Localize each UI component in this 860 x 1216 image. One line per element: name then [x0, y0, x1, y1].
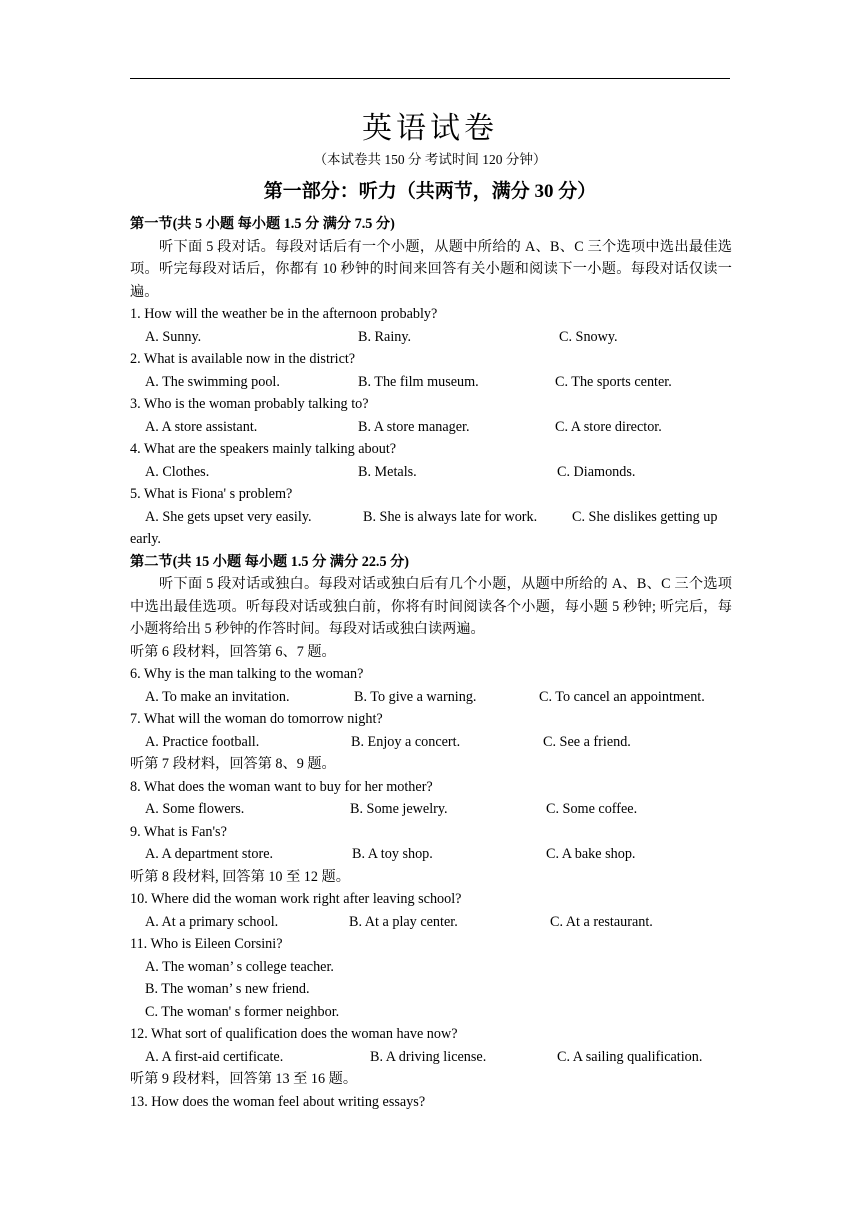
- material-8-note: 听第 8 段材料, 回答第 10 至 12 题。: [130, 868, 350, 885]
- option-a: A. The swimming pool.: [145, 373, 280, 390]
- section1-heading: 第一节(共 5 小题 每小题 1.5 分 满分 7.5 分): [130, 216, 395, 232]
- question-4: 4. What are the speakers mainly talking about?: [130, 441, 397, 457]
- options-4: [130, 461, 732, 484]
- options-7: [130, 731, 732, 754]
- question-11: 11. Who is Eileen Corsini?: [130, 936, 283, 952]
- question-8: 8. What does the woman want to buy for her mother?: [130, 778, 433, 795]
- option-b: B. The film museum.: [358, 373, 479, 390]
- question-7: 7. What will the woman do tomorrow night?: [130, 711, 383, 727]
- material-7-note: 听第 7 段材料，回答第 8、9 题。: [130, 756, 336, 772]
- option-a: A. The woman’ s college teacher.: [145, 958, 334, 975]
- option-a: A. She gets upset very easily.: [145, 508, 312, 525]
- option-b: B. Metals.: [358, 463, 417, 480]
- option-b: B. At a play center.: [349, 913, 458, 930]
- options-6: [130, 686, 732, 709]
- section1-instructions: 听下面 5 段对话。每段对话后有一个小题，从题中所给的 A、B、C 三个选项中选出最佳选项。听完每段对话后，你都有 10 秒钟的时间来回答有关小题和阅读下一小题。每段对话仅读一遍。: [130, 238, 732, 300]
- option-a: A. To make an invitation.: [145, 688, 290, 705]
- options-1: [130, 326, 732, 349]
- option-a: A. At a primary school.: [145, 913, 279, 930]
- option-c: C. The sports center.: [555, 373, 672, 390]
- section2-instructions: 听下面 5 段对话或独白。每段对话或独白后有几个小题，从题中所给的 A、B、C 三个选项中选出最佳选项。听每段对话或独白前，你将有时间阅读各个小题，每小题 5 秒钟; 听完后，每小题将给出 5 秒钟的作答时间。每段对话或独白读两遍。: [130, 576, 732, 637]
- question-10: 10. Where did the woman work right after leaving school?: [130, 891, 462, 907]
- options-9: [130, 843, 732, 866]
- option-b: B. A driving license.: [370, 1048, 487, 1065]
- option-c: C. Diamonds.: [557, 463, 636, 480]
- question-1: 1. How will the weather be in the afternoon probably?: [130, 306, 438, 322]
- question-12: 12. What sort of qualification does the woman have now?: [130, 1026, 458, 1042]
- option-c: C. A sailing qualification.: [557, 1048, 703, 1065]
- options-8: [130, 798, 732, 821]
- option-a: A. Some flowers.: [145, 801, 245, 817]
- options-12: [130, 1046, 732, 1069]
- option-c: C. Snowy.: [559, 328, 618, 345]
- option-b: B. The woman’ s new friend.: [145, 981, 310, 997]
- page-title: 英语试卷: [362, 111, 498, 146]
- options-5: [130, 506, 732, 529]
- option-c: C. She dislikes getting up: [572, 508, 718, 525]
- option-a: A. Sunny.: [145, 328, 202, 345]
- option-b: B. Rainy.: [358, 328, 412, 345]
- section2-heading: 第二节(共 15 小题 每小题 1.5 分 满分 22.5 分): [130, 553, 410, 570]
- option-c: C. A bake shop.: [546, 846, 636, 862]
- material-9-note: 听第 9 段材料，回答第 13 至 16 题。: [130, 1071, 358, 1087]
- top-rule: [130, 78, 730, 79]
- options-3: [130, 416, 732, 439]
- option-c-continuation: early.: [130, 531, 161, 547]
- option-c: C. To cancel an appointment.: [539, 688, 705, 705]
- question-13: 13. How does the woman feel about writing essays?: [130, 1093, 426, 1110]
- question-6: 6. Why is the man talking to the woman?: [130, 666, 364, 682]
- option-b: B. A toy shop.: [352, 846, 433, 862]
- exam-info: （本试卷共 150 分 考试时间 120 分钟）: [313, 152, 547, 167]
- option-b: B. Some jewelry.: [350, 801, 448, 817]
- option-c: C. The woman' s former neighbor.: [145, 1003, 340, 1020]
- question-2: 2. What is available now in the district?: [130, 351, 356, 367]
- option-a: A. A department store.: [145, 846, 274, 862]
- exam-content: [130, 213, 732, 1113]
- material-6-note: 听第 6 段材料，回答第 6、7 题。: [130, 643, 336, 660]
- option-b: B. A store manager.: [358, 418, 470, 435]
- option-c: C. Some coffee.: [546, 801, 638, 817]
- option-b: B. She is always late for work.: [363, 508, 538, 525]
- options-2: [130, 371, 732, 394]
- option-a: A. A first-aid certificate.: [145, 1048, 284, 1065]
- option-a: A. A store assistant.: [145, 418, 258, 435]
- part-heading: 第一部分：听力（共两节，满分 30 分）: [263, 181, 597, 202]
- option-c: C. A store director.: [555, 418, 662, 435]
- option-a: A. Practice football.: [145, 733, 260, 750]
- options-10: [130, 911, 732, 934]
- option-b: B. Enjoy a concert.: [351, 733, 461, 750]
- question-3: 3. Who is the woman probably talking to?: [130, 396, 369, 412]
- option-c: C. See a friend.: [543, 733, 631, 750]
- option-a: A. Clothes.: [145, 463, 210, 480]
- option-c: C. At a restaurant.: [550, 913, 653, 930]
- question-5: 5. What is Fiona' s problem?: [130, 486, 293, 502]
- option-b: B. To give a warning.: [354, 688, 477, 705]
- question-9: 9. What is Fan's?: [130, 823, 227, 840]
